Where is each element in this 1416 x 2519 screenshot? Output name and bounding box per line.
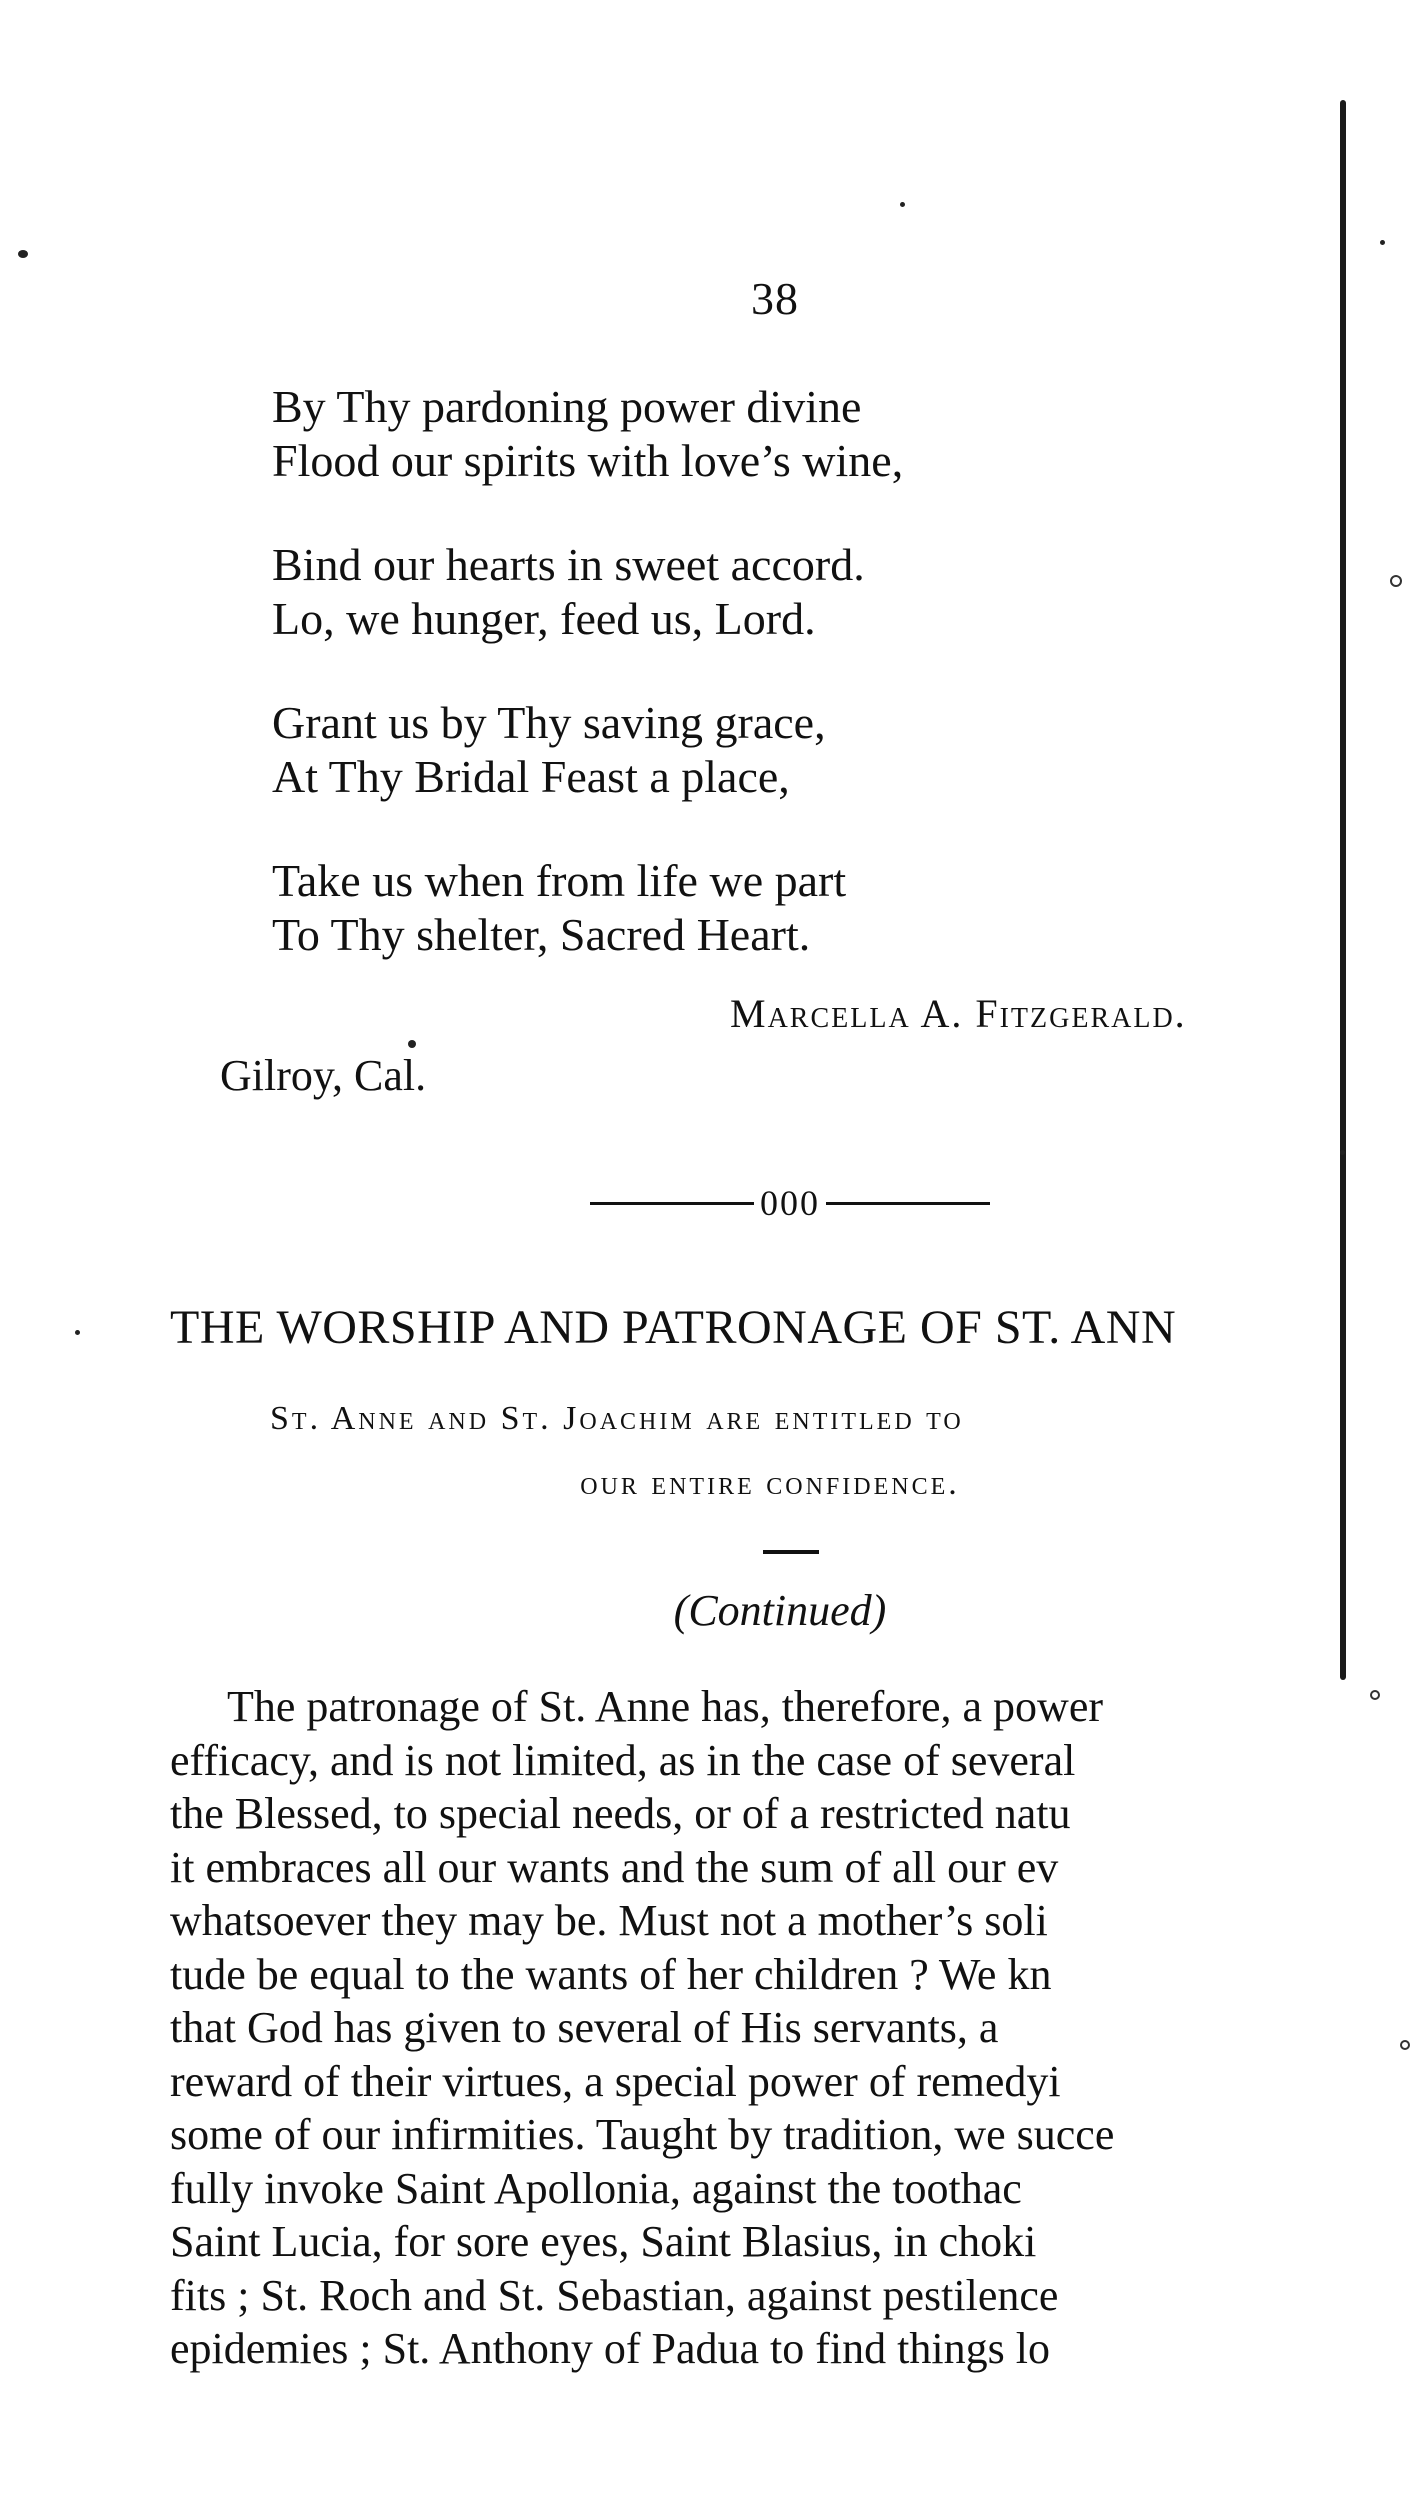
poem-stanza [272, 854, 1172, 962]
scan-speck [408, 1040, 416, 1048]
poem-line: Take us when from life we part [272, 855, 847, 906]
scan-speck [1390, 575, 1402, 587]
divider-mark: 000 [760, 1183, 820, 1223]
poem [272, 380, 1172, 1012]
poem-line: Flood our spirits with love’s wine, [272, 435, 904, 486]
scan-speck [1380, 240, 1385, 245]
continued-note: (Continued) [673, 1586, 887, 1635]
body-line: efficacy, and is not limited, as in the case of several [170, 1735, 1076, 1785]
page-binding-edge [1340, 100, 1346, 1680]
scan-speck [18, 250, 28, 258]
body-line: reward of their virtues, a special power of remedyi [170, 2056, 1061, 2106]
poem-stanza [272, 696, 1172, 804]
section-divider [590, 1178, 990, 1228]
body-line: some of our infirmities. Taught by tradition, we succe [170, 2110, 1115, 2159]
poem-stanza [272, 380, 1172, 488]
poem-line: Lo, we hunger, feed us, Lord. [272, 593, 816, 644]
body-line: tude be equal to the wants of her children ? We kn [170, 1949, 1052, 1999]
body-line: whatsoever they may be. Must not a mother’s soli [170, 1896, 1048, 1945]
scan-speck [900, 202, 905, 207]
article-body [170, 1680, 1340, 2376]
divider-rule-left [590, 1202, 754, 1205]
body-line: Saint Lucia, for sore eyes, Saint Blasius, in choki [170, 2217, 1037, 2266]
article-subheading-line1: St. Anne and St. Joachim are entitled to [270, 1400, 964, 1437]
article-subheading-line2: our entire confidence. [580, 1465, 960, 1502]
short-rule [763, 1550, 819, 1554]
poem-line: At Thy Bridal Feast a place, [272, 751, 790, 802]
article-heading: THE WORSHIP AND PATRONAGE OF ST. ANN [170, 1301, 1177, 1354]
body-line: fits ; St. Roch and St. Sebastian, against pestilence [170, 2270, 1059, 2320]
body-line: that God has given to several of His servants, a [170, 2003, 999, 2052]
divider-rule-right [826, 1202, 990, 1205]
poem-author: Marcella A. Fitzgerald. [730, 991, 1187, 1036]
scan-speck [1370, 1690, 1380, 1700]
body-line: the Blessed, to special needs, or of a restricted natu [170, 1789, 1071, 1838]
body-line: it embraces all our wants and the sum of all our ev [170, 1842, 1059, 1892]
scan-speck [1400, 2040, 1410, 2050]
poem-stanza [272, 538, 1172, 646]
poem-place: Gilroy, Cal. [220, 1051, 427, 1100]
poem-line: Grant us by Thy saving grace, [272, 697, 826, 748]
poem-line: To Thy shelter, Sacred Heart. [272, 909, 811, 960]
body-line: fully invoke Saint Apollonia, against the toothac [170, 2163, 1022, 2213]
poem-line: Bind our hearts in sweet accord. [272, 539, 865, 590]
scan-speck [75, 1330, 80, 1335]
body-line: epidemies ; St. Anthony of Padua to find things lo [170, 2324, 1050, 2373]
page-number: 38 [751, 273, 799, 324]
body-line: The patronage of St. Anne has, therefore, a power [227, 1682, 1104, 1731]
poem-line: By Thy pardoning power divine [272, 381, 862, 432]
scan-speck [1340, 1150, 1345, 1155]
